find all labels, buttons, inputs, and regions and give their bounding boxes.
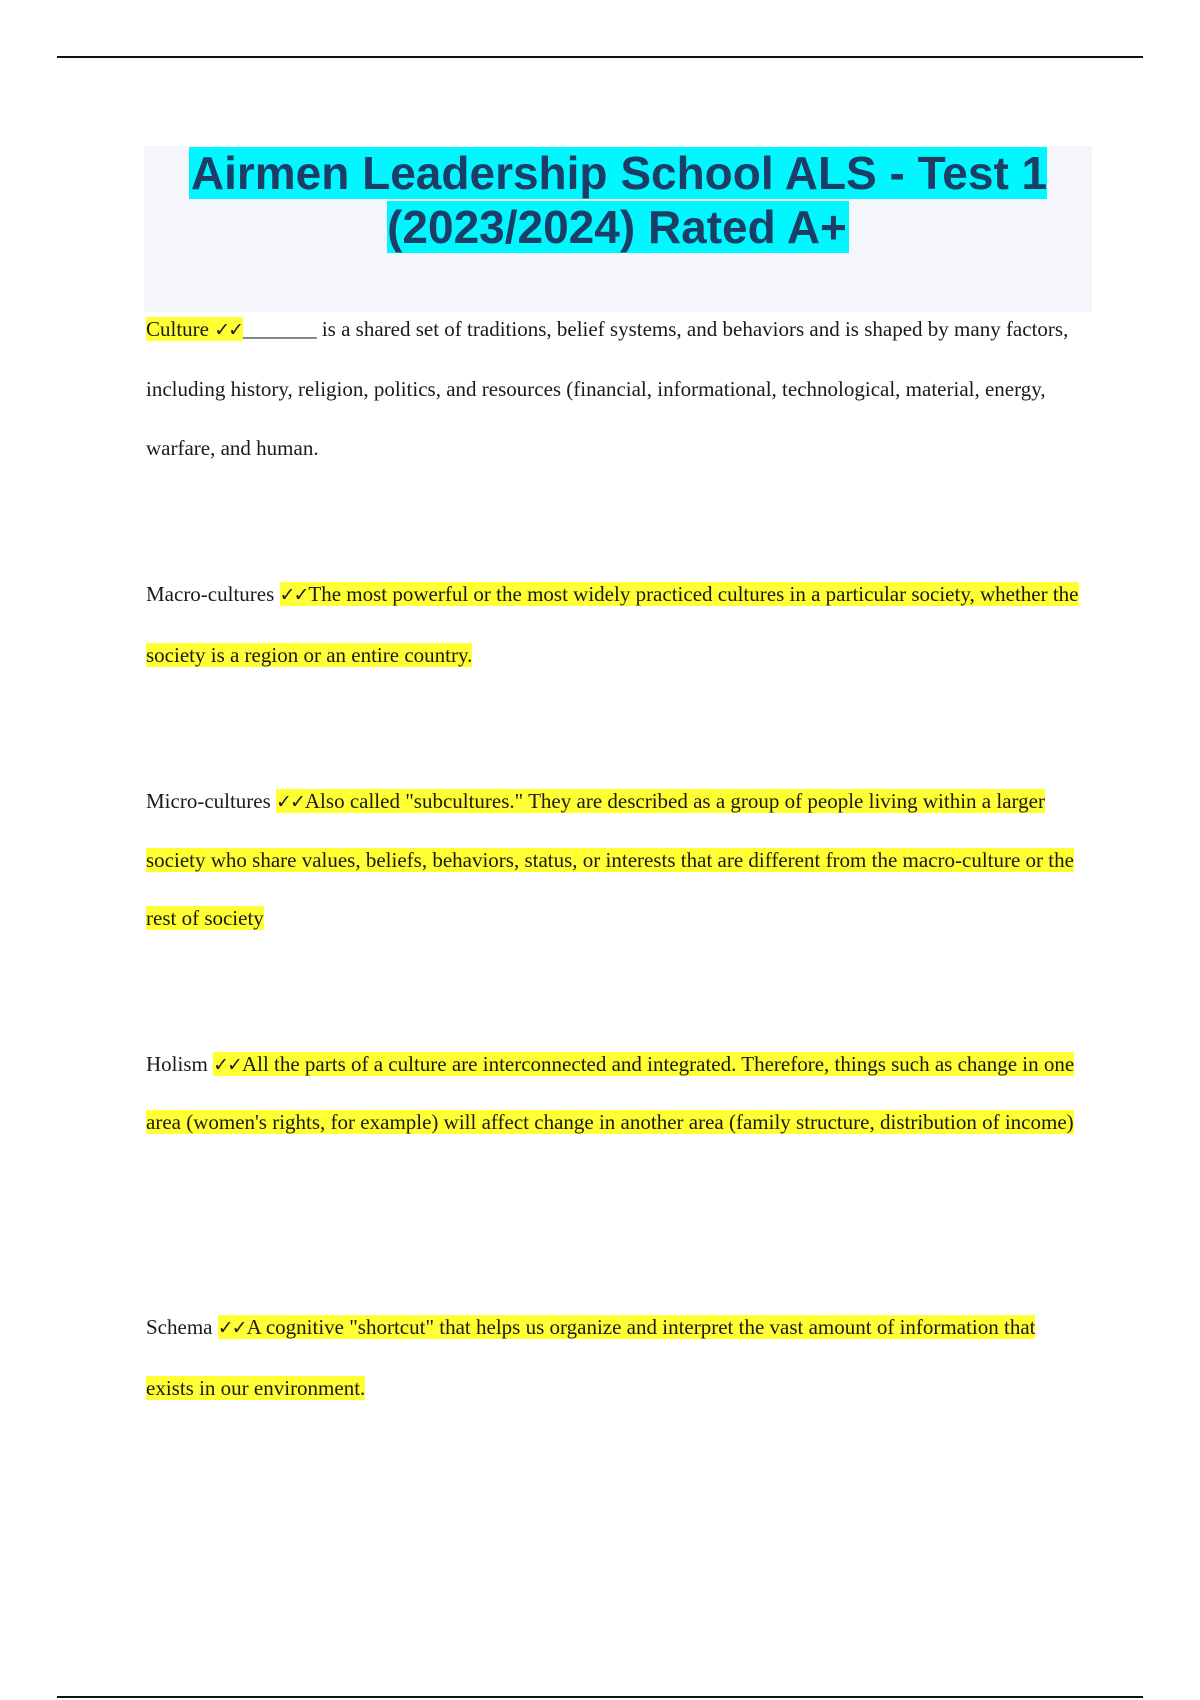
term-label: Culture bbox=[146, 317, 209, 341]
answer-highlight bbox=[146, 1315, 1035, 1400]
term-label: Macro-cultures bbox=[146, 582, 275, 606]
answer-text: All the parts of a culture are interconnected and integrated. Therefore, things such as change in one area (women's rights, for example) will affect change in another area (family structure, distribution of income) bbox=[146, 1052, 1075, 1134]
footer-rule bbox=[57, 1696, 1143, 1698]
answer-text: The most powerful or the most widely practiced cultures in a particular society, whether the society is a region or an entire country. bbox=[146, 582, 1079, 667]
document-title bbox=[144, 146, 1092, 254]
header-rule bbox=[57, 56, 1143, 58]
definition-text: is a shared set of traditions, belief systems, and behaviors and is shaped by many factors, including history, religion, politics, and resources (financial, informational, technological, material, energy, warfare, and human. bbox=[146, 317, 1069, 460]
title-block bbox=[144, 146, 1092, 312]
answer-highlight bbox=[146, 1052, 1074, 1134]
term-label: Holism bbox=[146, 1052, 208, 1076]
flashcard-culture bbox=[146, 300, 1086, 478]
answer-text: Also called "subcultures." They are described as a group of people living within a larger society who share values, beliefs, behaviors, status, or interests that are different from the macro-culture or the rest of society bbox=[146, 789, 1074, 930]
flashcard-macro-cultures bbox=[146, 564, 1086, 685]
flashcard-schema bbox=[146, 1297, 1086, 1418]
answer-highlight bbox=[146, 582, 1079, 667]
checkmark-icon: ✓✓ bbox=[276, 791, 304, 813]
checkmark-icon: ✓✓ bbox=[213, 1054, 241, 1076]
checkmark-icon: ✓✓ bbox=[214, 319, 243, 341]
checkmark-icon: ✓✓ bbox=[217, 1317, 246, 1339]
answer-highlight bbox=[146, 789, 1074, 930]
checkmark-icon: ✓✓ bbox=[279, 584, 308, 606]
term-culture bbox=[146, 317, 243, 341]
blank-line: _______ bbox=[243, 317, 317, 341]
term-label: Schema bbox=[146, 1315, 213, 1339]
answer-text: A cognitive "shortcut" that helps us organize and interpret the vast amount of information that exists in our environment. bbox=[146, 1315, 1036, 1400]
flashcard-micro-cultures bbox=[146, 772, 1086, 947]
document-title-text: Airmen Leadership School ALS - Test 1 (2023/2024) Rated A+ bbox=[190, 147, 1048, 253]
flashcard-holism bbox=[146, 1036, 1086, 1151]
term-label: Micro-cultures bbox=[146, 789, 271, 813]
